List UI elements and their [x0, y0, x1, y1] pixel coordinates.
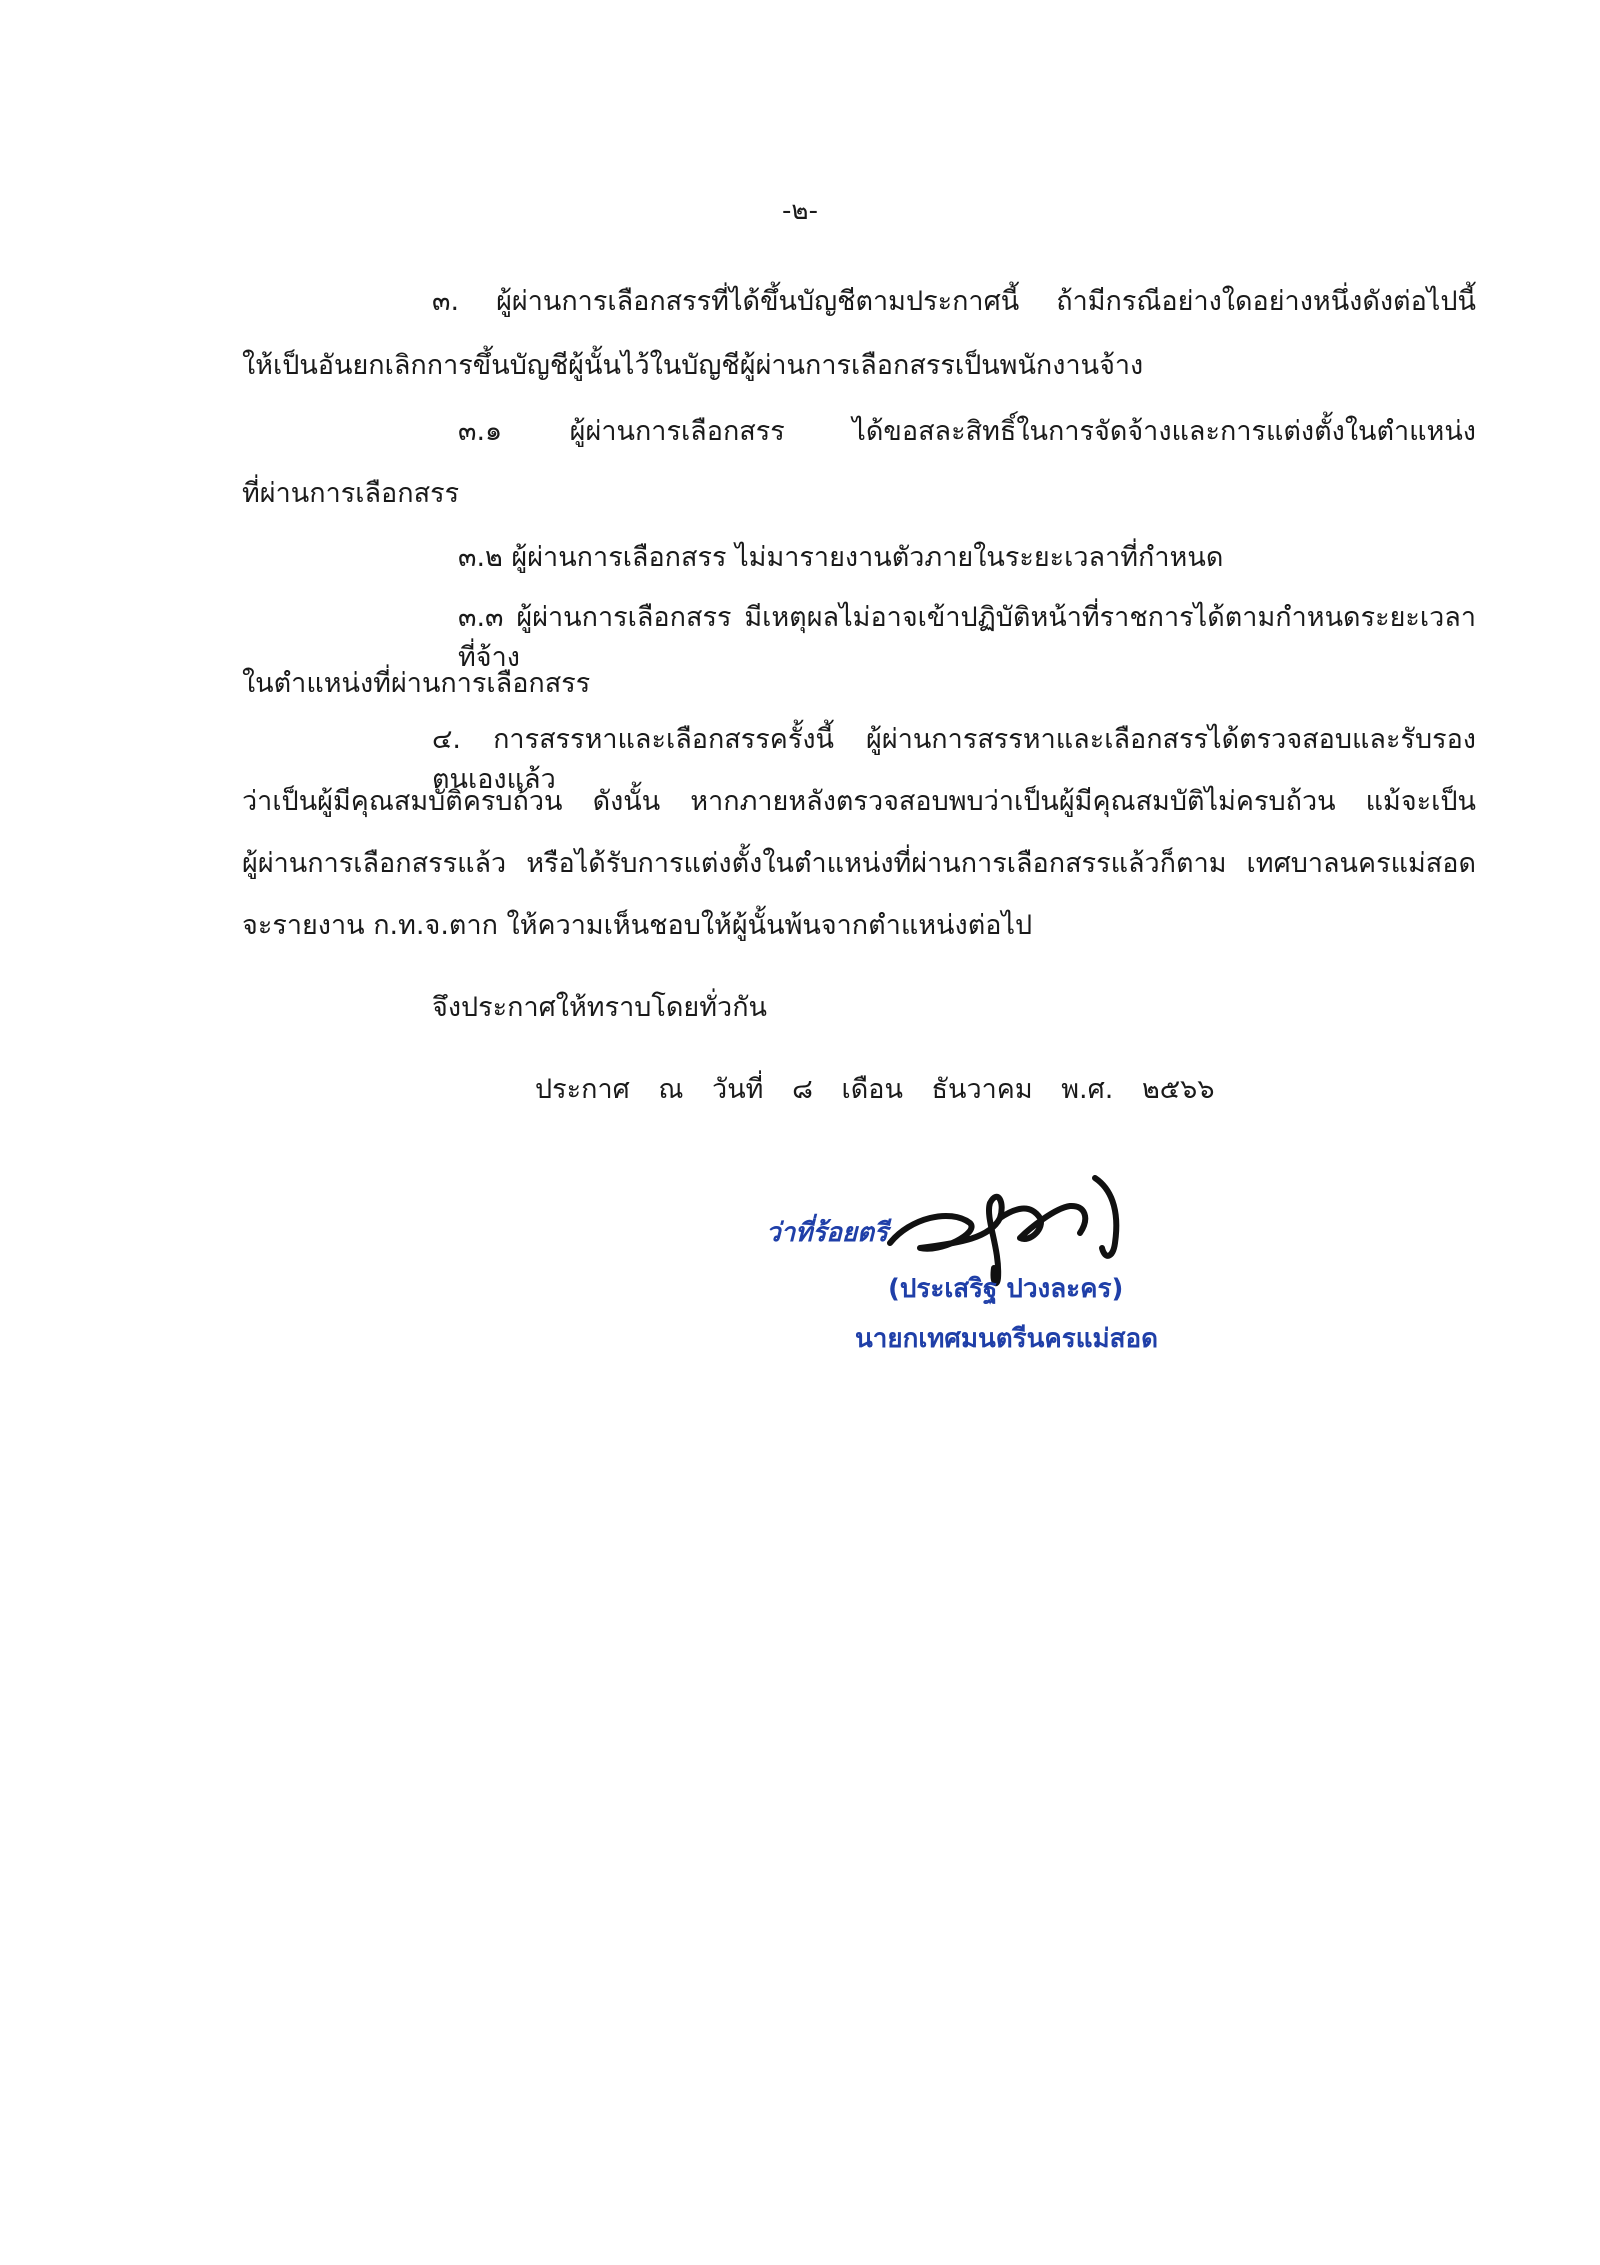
date-day-label: วันที่	[712, 1074, 764, 1105]
date-day: ๘	[792, 1074, 813, 1105]
date-announce-word: ประกาศ	[535, 1074, 630, 1105]
date-month: ธันวาคม	[931, 1074, 1033, 1105]
paragraph-3-3-line-1: ๓.๓ ผู้ผ่านการเลือกสรร มีเหตุผลไม่อาจเข้าปฏิบัติหน้าที่ราชการได้ตามกำหนดระยะเวลาที่จ้าง	[458, 602, 1476, 673]
paragraph-4-line-1: ๔. การสรรหาและเลือกสรรครั้งนี้ ผู้ผ่านการสรรหาและเลือกสรรได้ตรวจสอบและรับรองตนเองแล้ว	[432, 724, 1476, 795]
announcement-date	[535, 1070, 1234, 1110]
paragraph-3-1-line-2: ที่ผ่านการเลือกสรร	[242, 478, 460, 509]
paragraph-4-line-3: ผู้ผ่านการเลือกสรรแล้ว หรือได้รับการแต่งตั้งในตำแหน่งที่ผ่านการเลือกสรรแล้วก็ตาม เทศบาลนครแม่สอด	[242, 848, 1476, 879]
closing-statement: จึงประกาศให้ทราบโดยทั่วกัน	[432, 992, 767, 1023]
date-at-word: ณ	[658, 1074, 684, 1105]
paragraph-4-line-4: จะรายงาน ก.ท.จ.ตาก ให้ความเห็นชอบให้ผู้นั้นพ้นจากตำแหน่งต่อไป	[242, 910, 1033, 941]
paragraph-3-line-2: ให้เป็นอันยกเลิกการขึ้นบัญชีผู้นั้นไว้ในบัญชีผู้ผ่านการเลือกสรรเป็นพนักงานจ้าง	[242, 350, 1144, 381]
page-number: -๒-	[782, 196, 818, 226]
paragraph-3-line-1: ๓. ผู้ผ่านการเลือกสรรที่ได้ขึ้นบัญชีตามประกาศนี้ ถ้ามีกรณีอย่างใดอย่างหนึ่งดังต่อไปนี้	[432, 286, 1476, 317]
date-month-label: เดือน	[841, 1074, 903, 1105]
date-year: ๒๕๖๖	[1141, 1074, 1215, 1105]
date-year-label: พ.ศ.	[1061, 1074, 1114, 1105]
paragraph-3-2-line-1: ๓.๒ ผู้ผ่านการเลือกสรร ไม่มารายงานตัวภายในระยะเวลาที่กำหนด	[458, 542, 1224, 573]
signatory-title: นายกเทศมนตรีนครแม่สอด	[855, 1324, 1159, 1354]
paragraph-3-3-line-2: ในตำแหน่งที่ผ่านการเลือกสรร	[242, 668, 591, 699]
paragraph-4-line-2: ว่าเป็นผู้มีคุณสมบัติครบถ้วน ดังนั้น หากภายหลังตรวจสอบพบว่าเป็นผู้มีคุณสมบัติไม่ครบถ้วน แม้จะเป็น	[242, 786, 1476, 817]
signatory-name: (ประเสริฐ ปวงละคร)	[888, 1274, 1124, 1304]
paragraph-3-1-line-1: ๓.๑ ผู้ผ่านการเลือกสรร ได้ขอสละสิทธิ์ในการจัดจ้างและการแต่งตั้งในตำแหน่ง	[458, 416, 1476, 447]
signatory-rank: ว่าที่ร้อยตรี	[766, 1218, 889, 1248]
